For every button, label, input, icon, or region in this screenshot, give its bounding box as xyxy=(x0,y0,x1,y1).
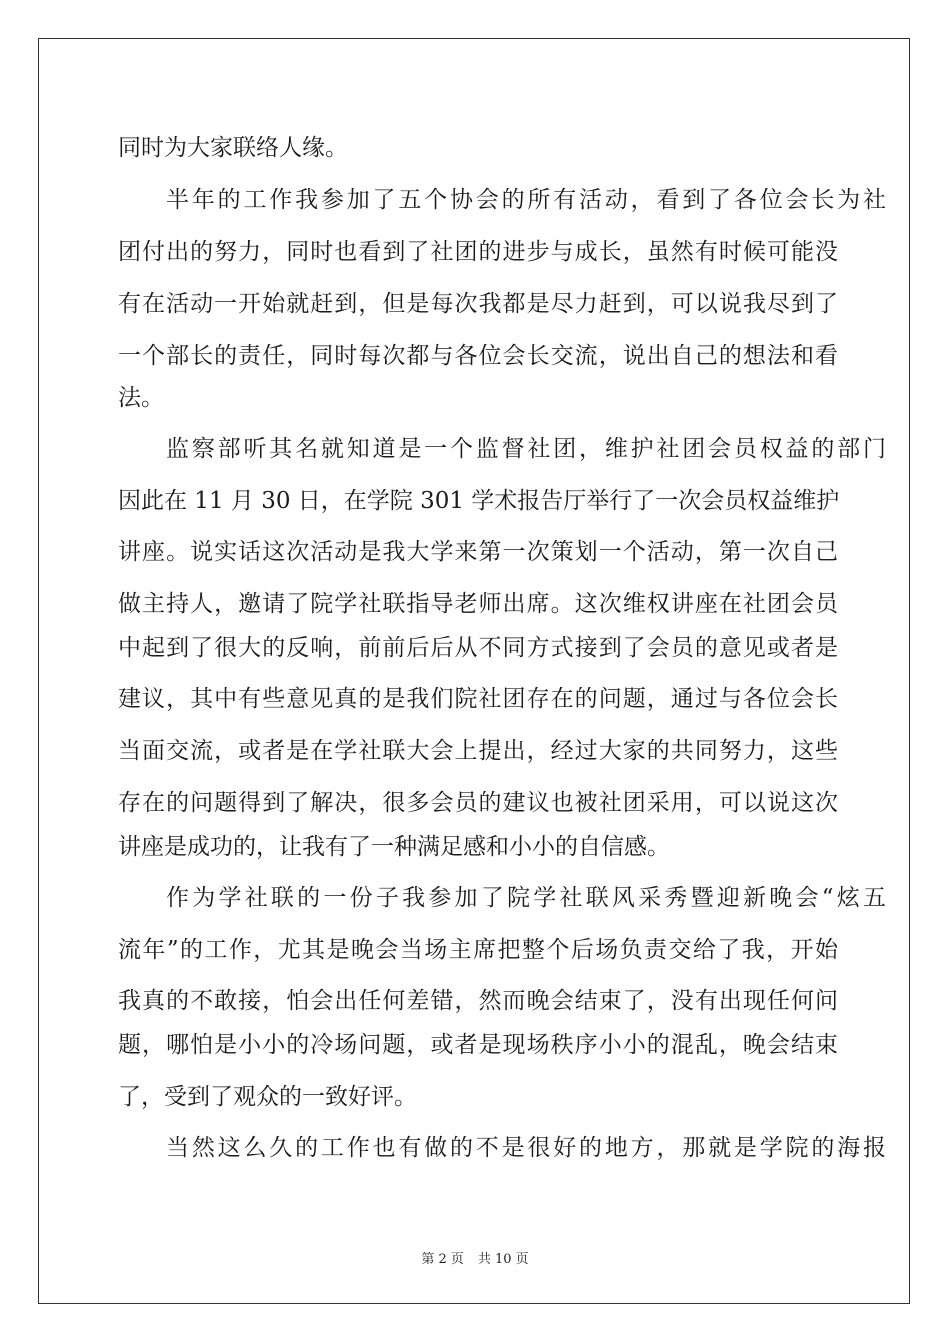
text-line: 讲座是成功的，让我有了一种满足感和小小的自信感。 xyxy=(118,834,670,860)
text-line: 同时为大家联络人缘。 xyxy=(118,135,348,161)
text-line: 中起到了很大的反响，前前后后从不同方式接到了会员的意见或者是 xyxy=(118,635,838,661)
text-line: 作为学社联的一份子我参加了院学社联风采秀暨迎新晚会“炫五 xyxy=(166,885,886,911)
text-line: 一个部长的责任，同时每次都与各位会长交流，说出自己的想法和看 xyxy=(118,343,838,369)
text-line: 半年的工作我参加了五个协会的所有活动，看到了各位会长为社 xyxy=(166,187,886,213)
text-line: 因此在 11 月 30 日，在学院 301 学术报告厅举行了一次会员权益维护 xyxy=(118,488,840,514)
text-line: 讲座。说实话这次活动是我大学来第一次策划一个活动，第一次自己 xyxy=(118,539,838,565)
text-line: 流年”的工作，尤其是晚会当场主席把整个后场负责交给了我，开始 xyxy=(118,937,838,963)
text-line: 团付出的努力，同时也看到了社团的进步与成长，虽然有时候可能没 xyxy=(118,239,838,265)
text-line: 当面交流，或者是在学社联大会上提出，经过大家的共同努力，这些 xyxy=(118,738,838,764)
page-number: 第 2 页 xyxy=(421,1252,464,1267)
page-footer xyxy=(0,1248,950,1267)
text-line: 建议，其中有些意见真的是我们院社团存在的问题，通过与各位会长 xyxy=(118,686,838,712)
text-line: 做主持人，邀请了院学社联指导老师出席。这次维权讲座在社团会员 xyxy=(118,591,838,617)
text-line: 法。 xyxy=(118,385,164,411)
text-line: 了，受到了观众的一致好评。 xyxy=(118,1084,417,1110)
text-line: 题，哪怕是小小的冷场问题，或者是现场秩序小小的混乱，晚会结束 xyxy=(118,1032,838,1058)
text-line: 当然这么久的工作也有做的不是很好的地方，那就是学院的海报 xyxy=(166,1135,886,1161)
text-line: 有在活动一开始就赶到，但是每次我都是尽力赶到，可以说我尽到了 xyxy=(118,291,838,317)
page-total: 共 10 页 xyxy=(477,1252,529,1267)
text-line: 监察部听其名就知道是一个监督社团，维护社团会员权益的部门 xyxy=(166,436,886,462)
text-line: 存在的问题得到了解决，很多会员的建议也被社团采用，可以说这次 xyxy=(118,790,838,816)
page-border xyxy=(38,38,910,1304)
text-line: 我真的不敢接，怕会出任何差错，然而晚会结束了，没有出现任何问 xyxy=(118,988,838,1014)
